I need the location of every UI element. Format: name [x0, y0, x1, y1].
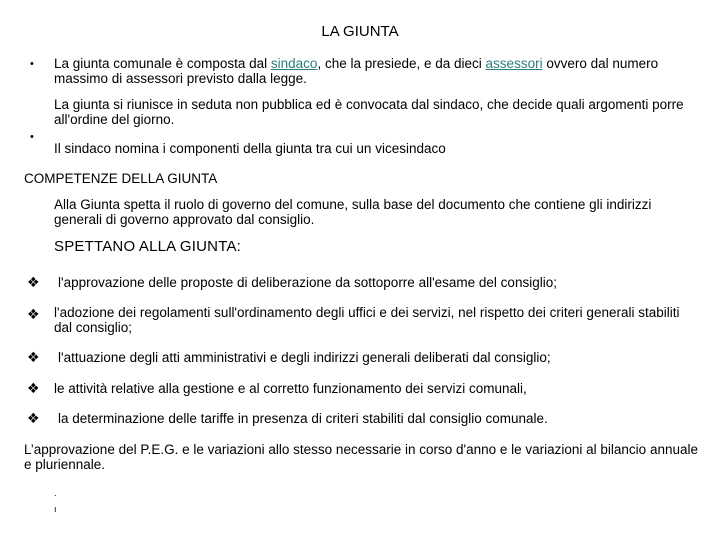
sindaco-link[interactable]: sindaco: [270, 56, 318, 71]
list-item: l'approvazione delle proposte di deliberazione da sottoporre all'esame del consiglio;: [58, 275, 557, 290]
list-item: l'attuazione degli atti amministrativi e degli indirizzi generali deliberati dal consiglio;: [58, 350, 551, 365]
final-paragraph: L’approvazione del P.E.G. e le variazioni allo stesso necessarie in corso d'anno e le variazioni al bilancio annuale e pluriennale.: [24, 442, 698, 472]
intro-paragraph-2: La giunta si riunisce in seduta non pubblica ed è convocata dal sindaco, che decide quali argomenti porre all'ordine del giorno.: [54, 97, 684, 127]
stray-mark: ı: [54, 504, 57, 514]
bullet-2: •: [30, 131, 34, 143]
assessori-link[interactable]: assessori: [485, 56, 543, 71]
intro-text-part3: ovvero dal numero massimo di assessori previsto dalla legge.: [54, 56, 659, 86]
competenze-text: Alla Giunta spetta il ruolo di governo del comune, sulla base del documento che contiene gli indirizzi generali di governo approvato dal consiglio.: [54, 197, 652, 227]
list-item: le attività relative alla gestione e al corretto funzionamento dei servizi comunali,: [54, 381, 527, 396]
list-item: la determinazione delle tariffe in presenza di criteri stabiliti dal consiglio comunale.: [58, 411, 548, 426]
stray-dot: .: [54, 488, 57, 498]
list-item: l'adozione dei regolamenti sull'ordinamento degli uffici e dei servizi, nel rispetto dei criteri generali stabiliti dal consiglio;: [54, 305, 680, 335]
competenze-heading: COMPETENZE DELLA GIUNTA: [24, 171, 218, 186]
bullet-1: •: [30, 58, 34, 70]
spettano-heading: SPETTANO ALLA GIUNTA:: [54, 238, 242, 255]
intro-text-part2: , che la presiede, e da dieci: [317, 56, 486, 71]
diamond-icon: ❖: [27, 349, 40, 365]
intro-text-part1: La giunta comunale è composta dal: [54, 56, 271, 71]
diamond-icon: ❖: [27, 380, 40, 396]
diamond-icon: ❖: [27, 410, 40, 426]
intro-paragraph-1: [54, 56, 694, 86]
intro-paragraph-3: Il sindaco nomina i componenti della giunta tra cui un vicesindaco: [54, 141, 446, 156]
page-title: LA GIUNTA: [321, 23, 399, 40]
diamond-icon: ❖: [27, 274, 40, 290]
diamond-icon: ❖: [27, 306, 40, 322]
